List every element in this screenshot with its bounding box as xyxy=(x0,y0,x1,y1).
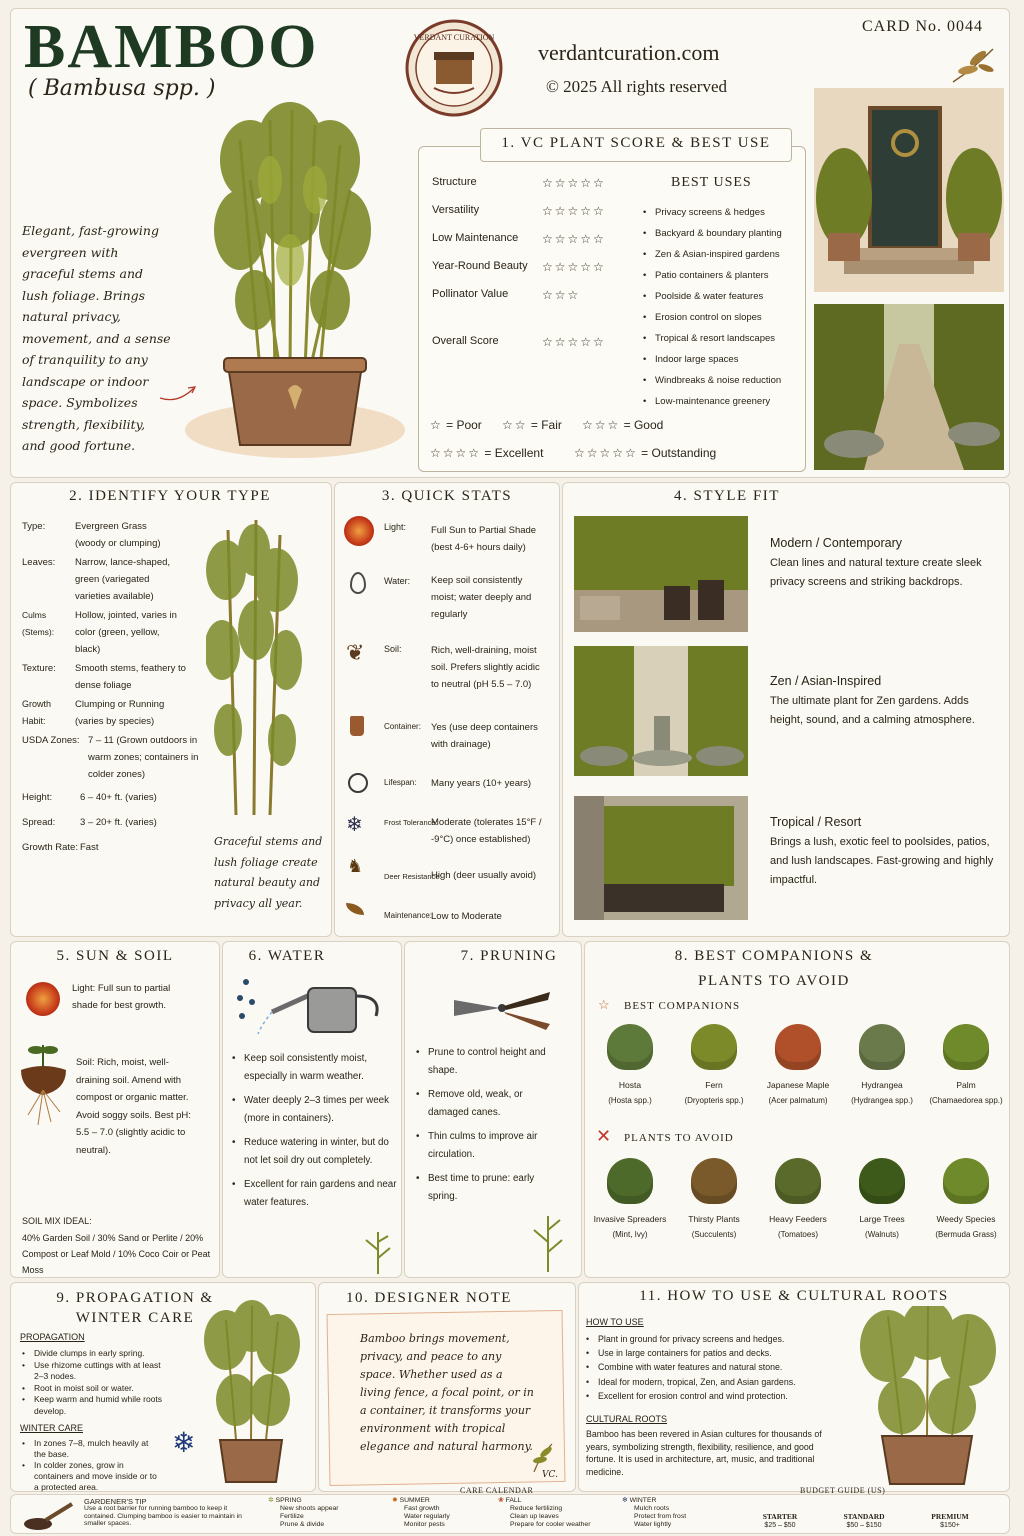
plant-icon xyxy=(775,1024,821,1070)
bamboo-pot-illustration xyxy=(180,100,410,470)
plant-icon xyxy=(607,1158,653,1204)
plants-avoid-grid xyxy=(588,1152,1008,1262)
plant-cell xyxy=(924,1152,1008,1242)
season-fall: ❀ FALL Reduce fertilizing Clean up leaves Prepare for cooler weather xyxy=(498,1497,591,1528)
plant-name: Hosta xyxy=(618,1080,642,1090)
season-winter: ❄ WINTER Mulch roots Protect from frost Water lightly xyxy=(622,1497,687,1528)
plant-icon xyxy=(943,1158,989,1204)
snowflake-icon: ❄ xyxy=(172,1426,196,1459)
plant-name: Heavy Feeders xyxy=(769,1214,827,1224)
list-item: • Patio containers & planters xyxy=(643,265,803,286)
sun-icon xyxy=(26,982,60,1016)
list-item: • Zen & Asian-inspired gardens xyxy=(643,244,803,265)
how-to-use-title: 11. HOW TO USE & CULTURAL ROOTS xyxy=(639,1288,949,1304)
grass-sprig-icon xyxy=(526,1212,570,1272)
fall-icon: ❀ xyxy=(498,1497,504,1504)
list-item: • Indoor large spaces xyxy=(643,349,803,370)
plant-icon xyxy=(607,1024,653,1070)
sun-icon xyxy=(344,516,374,546)
list-item: • Erosion control on slopes xyxy=(643,307,803,328)
doorway-bamboo-image xyxy=(814,88,1004,292)
star-icon: ☆ xyxy=(598,998,610,1013)
plant-icon xyxy=(691,1024,737,1070)
list-item: • Privacy screens & hedges xyxy=(643,202,803,223)
score-legend: ☆ = Poor ☆☆ = Fair ☆☆☆ = Good ☆☆☆☆ = Excellent ☆☆☆☆☆ = Outstanding xyxy=(430,418,717,460)
winter-icon: ❄ xyxy=(622,1497,628,1504)
identify-title: 2. IDENTIFY YOUR TYPE xyxy=(69,488,271,504)
care-calendar-title: CARE CALENDAR xyxy=(460,1486,534,1495)
page-title: BAMBOO xyxy=(24,13,319,81)
gardener-tip-text: Use a root barrier for running bamboo to keep it contained. Clumping bamboo is easier to maintain in smaller spaces. xyxy=(84,1505,242,1527)
list-item: • Excellent for erosion control and wind protection. xyxy=(586,1389,846,1403)
list-item: • In zones 7–8, mulch heavily at the base. xyxy=(22,1438,162,1460)
score-title: 1. VC PLANT SCORE & BEST USE xyxy=(501,135,771,151)
sun-light-text: Light: Full sun to partial shade for best growth. xyxy=(72,983,171,1011)
card-number: CARD No. 0044 xyxy=(862,18,984,35)
how-to-list xyxy=(586,1332,846,1403)
plant-cell xyxy=(756,1152,840,1242)
plant-scientific-name: (Succulents) xyxy=(691,1230,737,1239)
clock-icon xyxy=(348,773,368,793)
site-url[interactable]: verdantcuration.com xyxy=(538,40,720,65)
verdant-seal-logo xyxy=(404,18,504,118)
leaf-sprig-icon xyxy=(948,44,998,86)
sun-soil-text: Soil: Rich, moist, well-draining soil. Amend with compost or organic matter. Avoid soggy soils. Best pH: 5.5 – 7.0 (slightly acidic to neutral). xyxy=(76,1057,191,1156)
modern-style-image xyxy=(574,516,748,632)
list-item: • Combine with water features and natural stone. xyxy=(586,1360,846,1374)
intro-text: Elegant, fast-growing evergreen with graceful stems and lush foliage. Brings natural privacy, movement, and a sense of tranquility to any landscape or indoor space. Symbolizes strength, flexibility, and good fortune. xyxy=(22,223,171,453)
cultural-roots-subtitle: CULTURAL ROOTS xyxy=(586,1414,668,1424)
pruning-shears-icon xyxy=(450,984,554,1036)
budget-starter: STARTER $25 – $50 xyxy=(762,1512,798,1529)
style-item-tropical: Tropical / Resort Brings a lush, exotic feel to poolsides, patios, and lush landscapes. Fast-growing and highly impactful. xyxy=(770,815,994,886)
plant-icon xyxy=(859,1158,905,1204)
propagation-title-2: WINTER CARE xyxy=(75,1310,195,1326)
bamboo-pot-illustration xyxy=(852,1306,1002,1490)
plant-name: Fern xyxy=(705,1080,723,1090)
water-title: 6. WATER xyxy=(248,948,326,964)
best-uses-title: BEST USES xyxy=(671,175,752,190)
list-item: • Water deeply 2–3 times per week (more in containers). xyxy=(232,1092,398,1128)
companions-title-2: PLANTS TO AVOID xyxy=(698,973,850,989)
plant-cell xyxy=(756,1018,840,1108)
propagation-list xyxy=(22,1348,172,1417)
list-item: • Divide clumps in early spring. xyxy=(22,1348,172,1360)
best-companions-grid xyxy=(588,1018,1008,1118)
plant-scientific-name: (Hydrangea spp.) xyxy=(851,1096,913,1105)
list-item: • Root in moist soil or water. xyxy=(22,1383,172,1395)
stats-title: 3. QUICK STATS xyxy=(381,488,513,504)
score-row: Structure ☆☆☆☆☆ xyxy=(432,176,606,190)
propagation-subtitle: PROPAGATION xyxy=(20,1332,85,1342)
plant-cell xyxy=(588,1018,672,1108)
score-row-overall: Overall Score ☆☆☆☆☆ xyxy=(432,335,606,349)
style-item-modern: Modern / Contemporary Clean lines and natural texture create sleek privacy screens and striking backdrops. xyxy=(770,536,982,588)
plant-icon xyxy=(943,1024,989,1070)
plant-name: Weedy Species xyxy=(936,1214,996,1224)
designer-note-text: Bamboo brings movement, privacy, and peace to any space. Whether used as a living fence, a focal point, or in a container, it transforms your environment with tropical elegance and natural harmony. xyxy=(360,1332,534,1453)
list-item: • Prune to control height and shape. xyxy=(416,1044,566,1080)
list-item: • Best time to prune: early spring. xyxy=(416,1170,566,1206)
list-item: • Excellent for rain gardens and near water features. xyxy=(232,1176,398,1212)
list-item: • Tropical & resort landscapes xyxy=(643,328,803,349)
designer-signature: VC. xyxy=(542,1470,558,1480)
svg-text:VERDANT CURATION: VERDANT CURATION xyxy=(413,33,495,42)
designer-note-title: 10. DESIGNER NOTE xyxy=(346,1290,512,1306)
bamboo-pot-small-illustration xyxy=(196,1300,306,1490)
seedling-roots-icon xyxy=(16,1040,70,1130)
best-uses-list xyxy=(643,202,803,412)
plant-scientific-name: (Chamaedorea spp.) xyxy=(929,1096,1003,1105)
plant-icon xyxy=(691,1158,737,1204)
plant-name: Invasive Spreaders xyxy=(593,1214,667,1224)
soil-mix-text: 40% Garden Soil / 30% Sand or Perlite / 20% Compost or Leaf Mold / 10% Coco Coir or Peat Moss xyxy=(22,1233,211,1275)
plant-scientific-name: (Dryopteris spp.) xyxy=(684,1096,744,1105)
propagation-title-1: 9. PROPAGATION & xyxy=(56,1290,214,1306)
water-drop-icon xyxy=(350,572,366,594)
summer-icon: ✹ xyxy=(392,1497,398,1504)
scientific-name: ( Bambusa spp. ) xyxy=(28,76,216,101)
season-spring: ✲ SPRING New shoots appear Fertilize Prune & divide xyxy=(268,1497,339,1528)
list-item: • Ideal for modern, tropical, Zen, and Asian gardens. xyxy=(586,1375,846,1389)
plant-icon xyxy=(859,1024,905,1070)
plant-name: Hydrangea xyxy=(861,1080,903,1090)
winter-care-list xyxy=(22,1438,162,1493)
plant-scientific-name: (Acer palmatum) xyxy=(768,1096,828,1105)
winter-care-subtitle: WINTER CARE xyxy=(20,1423,83,1433)
companions-title-1: 8. BEST COMPANIONS & xyxy=(674,948,874,964)
score-table xyxy=(432,176,632,363)
plant-name: Thirsty Plants xyxy=(688,1214,740,1224)
list-item: • Poolside & water features xyxy=(643,286,803,307)
list-item: • Thin culms to improve air circulation. xyxy=(416,1128,566,1164)
budget-premium: PREMIUM $150+ xyxy=(931,1512,969,1529)
copyright-text: © 2025 All rights reserved xyxy=(546,77,727,96)
list-item: • Use rhizome cuttings with at least 2–3 nodes. xyxy=(22,1360,172,1383)
score-row: Versatility ☆☆☆☆☆ xyxy=(432,204,606,218)
plant-name: Palm xyxy=(956,1080,976,1090)
plant-cell xyxy=(672,1152,756,1242)
soil-mix-title: SOIL MIX IDEAL: xyxy=(22,1216,92,1226)
list-item: • Backyard & boundary planting xyxy=(643,223,803,244)
zen-style-image xyxy=(574,646,748,776)
list-item: • Windbreaks & noise reduction xyxy=(643,370,803,391)
budget-guide-title: BUDGET GUIDE (US) xyxy=(800,1486,886,1495)
deer-icon: ♞ xyxy=(347,856,364,877)
season-summer: ✹ SUMMER Fast growth Water regularly Monitor pests xyxy=(392,1497,450,1528)
plants-avoid-title: PLANTS TO AVOID xyxy=(624,1132,734,1144)
water-list xyxy=(232,1050,398,1212)
list-item: • Keep soil consistently moist, especially in warm weather. xyxy=(232,1050,398,1086)
style-item-zen: Zen / Asian-Inspired The ultimate plant for Zen gardens. Adds height, sound, and a calming atmosphere. xyxy=(770,674,975,726)
plant-scientific-name: (Hosta spp.) xyxy=(608,1096,652,1105)
plant-scientific-name: (Bermuda Grass) xyxy=(935,1230,997,1239)
bamboo-stalks-illustration xyxy=(206,520,302,820)
plant-name: Large Trees xyxy=(859,1214,905,1224)
plant-scientific-name: (Walnuts) xyxy=(865,1230,899,1239)
list-item: • Keep warm and humid while roots develop. xyxy=(22,1394,172,1417)
plant-cell xyxy=(672,1018,756,1108)
plant-cell xyxy=(588,1152,672,1242)
identify-caption: Graceful stems and lush foliage create natural beauty and privacy all year. xyxy=(214,835,323,910)
plant-icon xyxy=(775,1158,821,1204)
plant-scientific-name: (Tomatoes) xyxy=(777,1230,818,1239)
sun-soil-title: 5. SUN & SOIL xyxy=(56,948,174,964)
watering-can-icon xyxy=(232,972,386,1042)
how-to-subtitle: HOW TO USE xyxy=(586,1317,644,1327)
score-row: Low Maintenance ☆☆☆☆☆ xyxy=(432,232,606,246)
cultural-roots-text: Bamboo has been revered in Asian cultures for thousands of years, symbolizing strength, flexibility, resilience, and good fortune. It is used in architecture, art, music, and traditional medicine. xyxy=(586,1429,822,1477)
score-row: Pollinator Value ☆☆☆ xyxy=(432,288,581,302)
soil-seedling-icon: ❦ xyxy=(346,641,365,666)
best-companions-title: BEST COMPANIONS xyxy=(624,1000,741,1012)
list-item: • Reduce watering in winter, but do not let soil dry out completely. xyxy=(232,1134,398,1170)
container-icon xyxy=(350,716,364,736)
list-item: • Low-maintenance greenery xyxy=(643,391,803,412)
trowel-icon xyxy=(24,1500,76,1532)
tropical-style-image xyxy=(574,796,748,920)
list-item: • In colder zones, grow in containers and move inside or to a protected area. xyxy=(22,1460,162,1493)
gardener-tip-title: GARDENER'S TIP xyxy=(84,1497,147,1506)
garden-path-image xyxy=(814,304,1004,470)
grass-sprig-icon xyxy=(358,1228,398,1274)
identify-table: Type: Evergreen Grass (woody or clumping) Leaves: Narrow, lance-shaped, green (variegated varieties available) Culms (Stems): Hollow, jointed, varies in color (green, yellow, black) Texture: Smooth stems, feathery to dense foliage Growth Habit: Clumping or Running (varies by species) USDA Zones: 7 – 11 (Grown outdoors in warm zones; containers in colder zones) Height: 6 – 40+ ft. (varies) Spread: 3 – 20+ ft. (varies) Growth Rate: Fast xyxy=(22,521,199,853)
pruning-title: 7. PRUNING xyxy=(460,948,558,964)
plant-cell xyxy=(924,1018,1008,1108)
list-item: • Plant in ground for privacy screens and hedges. xyxy=(586,1332,846,1346)
style-title: 4. STYLE FIT xyxy=(674,488,780,504)
list-item: • Remove old, weak, or damaged canes. xyxy=(416,1086,566,1122)
spring-icon: ✲ xyxy=(268,1497,274,1504)
snowflake-icon: ❄ xyxy=(346,812,363,836)
plant-scientific-name: (Mint, Ivy) xyxy=(612,1230,648,1239)
list-item: • Use in large containers for patios and decks. xyxy=(586,1346,846,1360)
plant-cell xyxy=(840,1018,924,1108)
plant-cell xyxy=(840,1152,924,1242)
pruning-list xyxy=(416,1044,566,1206)
avoid-x-icon: ✕ xyxy=(596,1126,612,1147)
leaf-sprig-icon xyxy=(530,1440,556,1472)
score-row: Year-Round Beauty ☆☆☆☆☆ xyxy=(432,260,606,274)
plant-name: Japanese Maple xyxy=(766,1080,830,1090)
budget-standard: STANDARD $50 – $150 xyxy=(843,1512,885,1529)
